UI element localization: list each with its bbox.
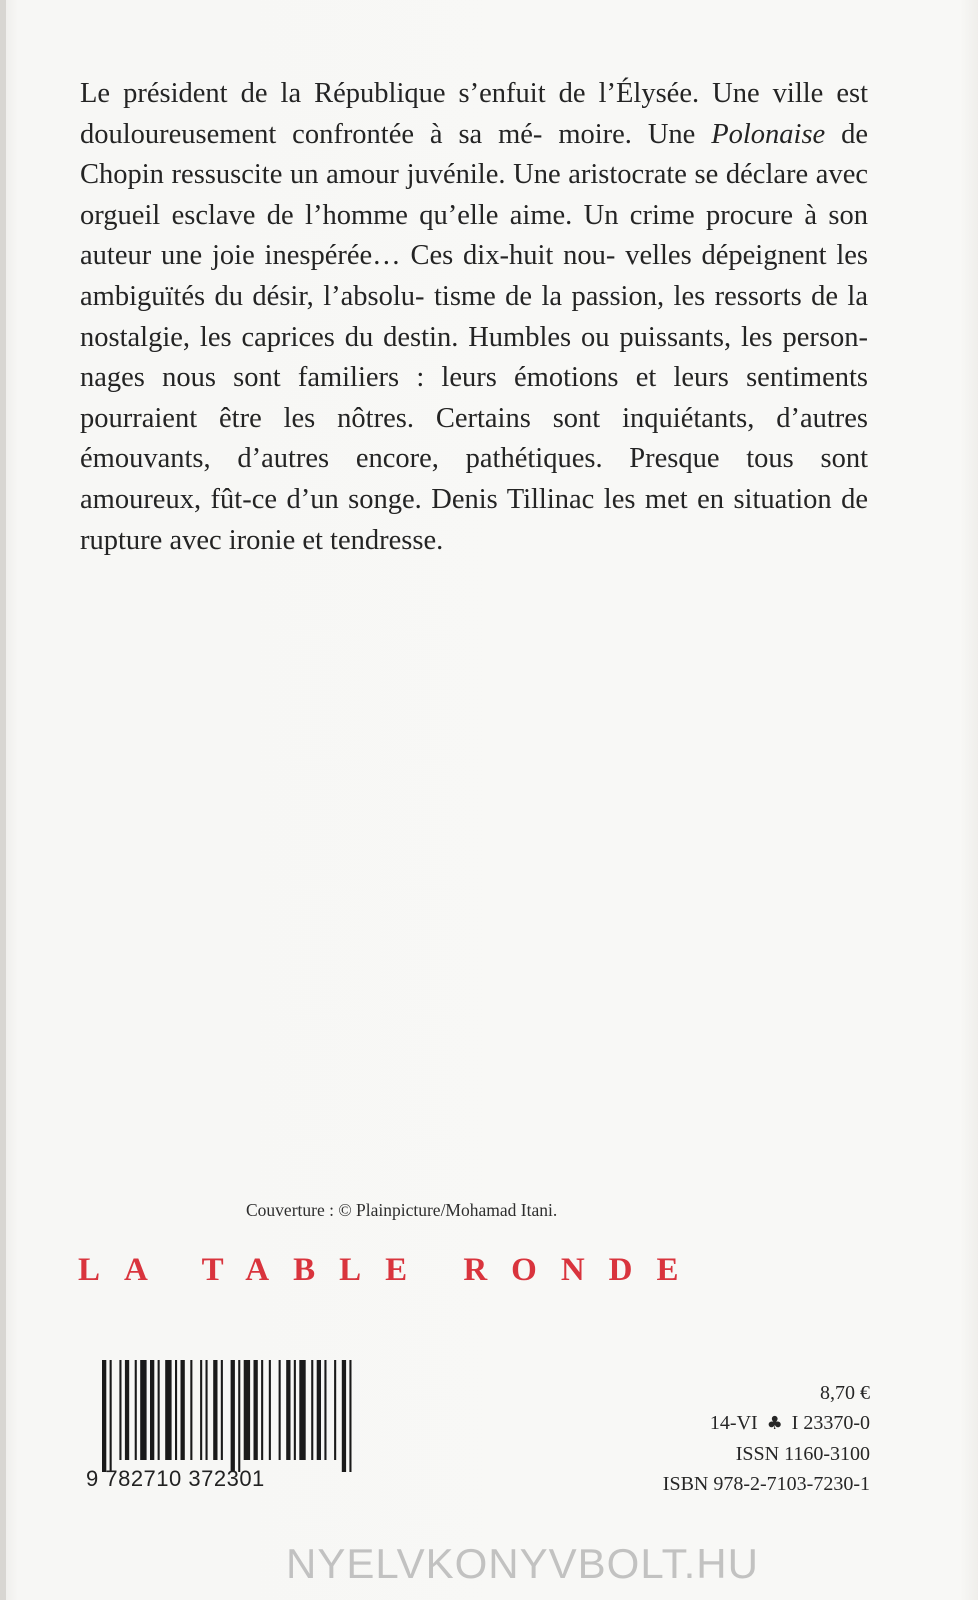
- distribution-code: [663, 1408, 870, 1439]
- barcode-bar: [286, 1360, 290, 1460]
- blurb-paragraph: [80, 74, 868, 561]
- barcode-bar: [165, 1360, 171, 1460]
- clover-icon: ♣: [766, 1413, 783, 1434]
- barcode-bar: [206, 1360, 208, 1460]
- code-left: 14-VI: [709, 1412, 758, 1434]
- blurb-line: esclave de l’homme qu’elle aime. Un crime procure: [171, 199, 794, 231]
- barcode-digits: 9 782710 372301: [86, 1466, 265, 1491]
- cover-edge: [0, 0, 6, 1600]
- price: 8,70 €: [820, 1382, 870, 1404]
- barcode-bar: [317, 1360, 321, 1460]
- barcode-bar: [238, 1360, 240, 1472]
- barcode-bar: [349, 1360, 351, 1472]
- barcode-bar: [110, 1360, 112, 1472]
- barcode-bar: [254, 1360, 258, 1460]
- blurb-line: sentiments pourraient être les nôtres. Certains sont: [80, 362, 868, 434]
- barcode-bars: [86, 1360, 376, 1472]
- blurb-line: avec ironie et tendresse.: [169, 524, 444, 556]
- publisher-name: LA TABLE RONDE: [78, 1252, 703, 1288]
- blurb-line: caprices du destin. Humbles ou puissants, les person-: [241, 321, 868, 353]
- barcode-bar: [102, 1360, 106, 1472]
- cover-credit: Couverture : © Plainpicture/Mohamad Itani.: [246, 1200, 558, 1220]
- isbn: ISBN 978-2-7103-7230-1: [662, 1473, 870, 1495]
- watermark: NYELVKONYVBOLT.HU: [286, 1540, 759, 1587]
- blurb-line: à son auteur une joie inespérée… Ces dix-huit nou-: [80, 199, 869, 272]
- barcode-bar: [221, 1360, 223, 1460]
- issn: ISSN 1160-3100: [735, 1443, 870, 1465]
- blurb-line: juvénile. Une aristocrate se déclare avec orgueil: [80, 159, 868, 231]
- blurb-text: [80, 74, 868, 561]
- barcode-bar: [158, 1360, 160, 1460]
- barcode-bar: [324, 1360, 326, 1460]
- price-info: [663, 1378, 870, 1499]
- barcode-bar: [190, 1360, 192, 1460]
- blurb-line: pathétiques. Presque tous sont amoureux, fût-ce d’un: [80, 443, 869, 515]
- barcode-bar: [311, 1360, 313, 1460]
- barcode-bar: [213, 1360, 217, 1460]
- barcode-bar: [294, 1360, 296, 1460]
- blurb-line: Une ville est douloureusement confrontée à sa mé-: [80, 78, 869, 150]
- blurb-line: inquiétants, d’autres émouvants, d’autres encore,: [80, 402, 869, 475]
- barcode-bar: [175, 1360, 177, 1460]
- barcode-bar: [135, 1360, 137, 1460]
- barcode-bar: [119, 1360, 121, 1460]
- blurb-line: tisme de la passion, les ressorts de la nostalgie, les: [80, 280, 869, 353]
- barcode-bar: [299, 1360, 305, 1460]
- barcode-bar: [334, 1360, 336, 1460]
- barcode-bar: [269, 1360, 271, 1460]
- code-right: I 23370-0: [791, 1412, 870, 1434]
- blurb-line: Le président de la République s’enfuit de l’Élysée.: [80, 78, 700, 109]
- barcode-bar: [140, 1360, 146, 1460]
- blurb-line: songe. Denis Tillinac les met en situation de rupture: [80, 483, 868, 556]
- blurb-line: nages nous sont familiers : leurs émotions et leurs: [80, 362, 729, 394]
- barcode-bar: [181, 1360, 185, 1460]
- barcode-bar: [342, 1360, 346, 1472]
- barcode-bar: [150, 1360, 154, 1460]
- barcode-bar: [125, 1360, 129, 1460]
- barcode-bar: [244, 1360, 250, 1460]
- barcode-bar: [231, 1360, 235, 1472]
- blurb-line: moire. Une: [558, 118, 712, 150]
- blurb-line: de Chopin ressuscite un amour: [80, 118, 868, 191]
- blurb-italic-title: Polonaise: [711, 118, 826, 150]
- barcode-bar: [261, 1360, 263, 1460]
- blurb-line: velles dépeignent les ambiguïtés du désir, l’absolu-: [80, 240, 869, 312]
- barcode-bar: [279, 1360, 281, 1460]
- barcode-bar: [200, 1360, 202, 1460]
